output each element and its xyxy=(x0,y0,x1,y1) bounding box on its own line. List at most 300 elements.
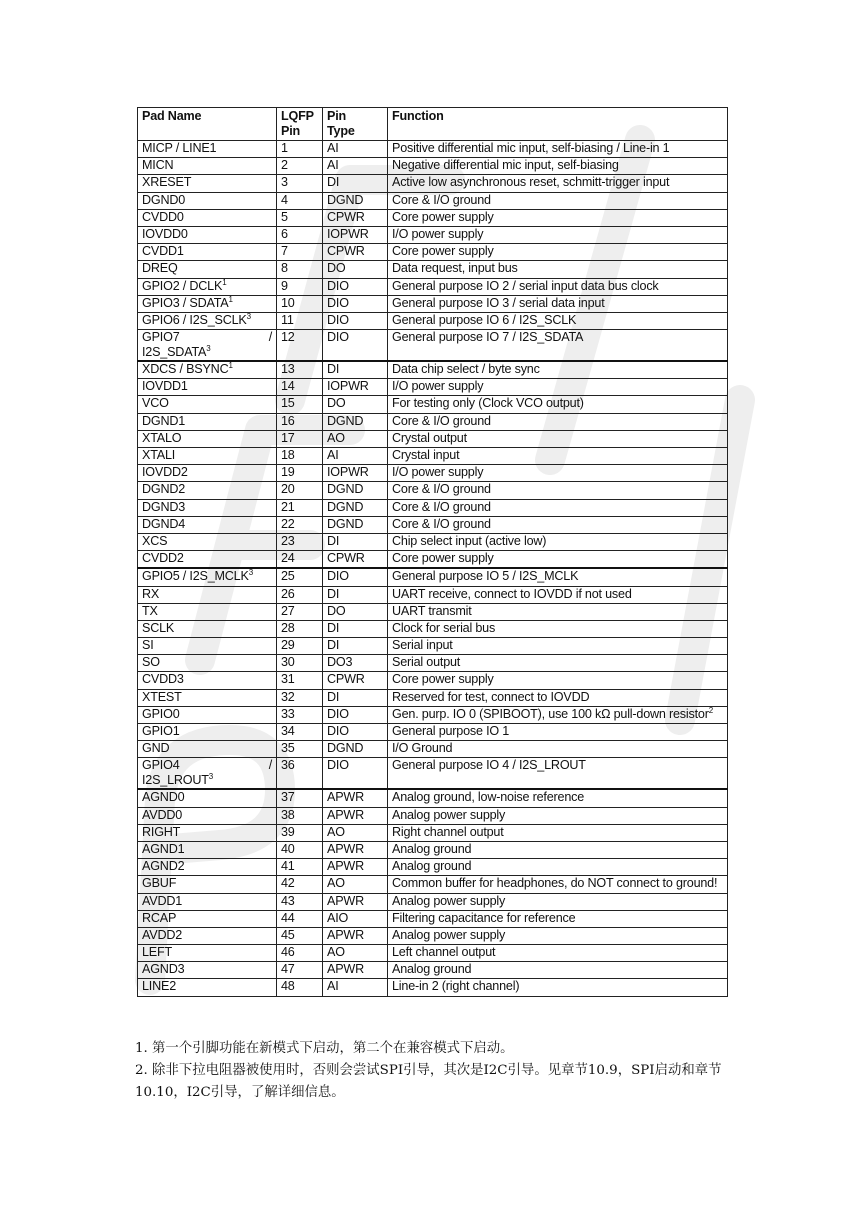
function-cell xyxy=(388,533,728,550)
pad-name-cell xyxy=(138,430,277,447)
table-row xyxy=(138,841,728,858)
pad-name-cell xyxy=(138,175,277,192)
pin-number-cell: 26 xyxy=(277,586,323,603)
function-text: Clock for serial bus xyxy=(392,620,496,635)
pin-number-cell: 40 xyxy=(277,841,323,858)
pad-name-cell xyxy=(138,141,277,158)
pad-name: AVDD1 xyxy=(142,893,183,908)
pin-type-cell: AI xyxy=(323,158,388,175)
pin-number-cell: 21 xyxy=(277,499,323,516)
function-cell xyxy=(388,824,728,841)
pin-type-cell: CPWR xyxy=(323,551,388,569)
table-row xyxy=(138,603,728,620)
function-cell xyxy=(388,758,728,790)
function-cell xyxy=(388,962,728,979)
table-row xyxy=(138,586,728,603)
function-cell xyxy=(388,586,728,603)
pad-name-cell xyxy=(138,893,277,910)
pin-number-cell: 32 xyxy=(277,689,323,706)
table-row xyxy=(138,499,728,516)
table-row xyxy=(138,706,728,723)
pin-number-cell: 18 xyxy=(277,448,323,465)
table-row xyxy=(138,620,728,637)
function-text: Analog ground xyxy=(392,962,472,977)
function-text: Crystal input xyxy=(392,448,460,462)
pad-name-cell xyxy=(138,209,277,226)
pin-type-cell: APWR xyxy=(323,962,388,979)
pad-name-cell xyxy=(138,568,277,586)
table-row xyxy=(138,689,728,706)
pin-number-cell: 44 xyxy=(277,910,323,927)
table-row xyxy=(138,876,728,893)
function-text: I/O power supply xyxy=(392,226,484,241)
function-cell xyxy=(388,859,728,876)
table-row xyxy=(138,141,728,158)
pad-name-cell xyxy=(138,533,277,550)
pad-name-cell xyxy=(138,465,277,482)
function-text: General purpose IO 1 xyxy=(392,724,510,738)
function-text: Analog ground xyxy=(392,859,472,874)
pad-name: AGND0 xyxy=(142,790,185,805)
table-row xyxy=(138,244,728,261)
function-text: General purpose IO 6 / I2S_SCLK xyxy=(392,312,577,327)
table-row xyxy=(138,807,728,824)
pad-name-cell xyxy=(138,741,277,758)
table-row xyxy=(138,655,728,672)
function-cell xyxy=(388,568,728,586)
function-text: Core power supply xyxy=(392,209,494,224)
pin-type-cell: DI xyxy=(323,361,388,379)
table-row xyxy=(138,396,728,413)
pad-name-cell xyxy=(138,672,277,689)
pad-name: GPIO3 / SDATA xyxy=(142,295,229,310)
function-text: UART receive, connect to IOVDD if not used xyxy=(392,586,632,601)
pad-name-cell xyxy=(138,620,277,637)
footnote-marker: 3 xyxy=(208,772,214,782)
function-cell xyxy=(388,789,728,807)
function-cell xyxy=(388,141,728,158)
table-row xyxy=(138,962,728,979)
function-cell xyxy=(388,158,728,175)
function-cell xyxy=(388,465,728,482)
pin-number-cell: 41 xyxy=(277,859,323,876)
pin-type-cell: CPWR xyxy=(323,209,388,226)
table-row xyxy=(138,551,728,569)
table-row xyxy=(138,893,728,910)
function-text: Analog ground xyxy=(392,841,472,856)
pin-type-cell: APWR xyxy=(323,859,388,876)
table-row xyxy=(138,789,728,807)
pad-name-cell xyxy=(138,379,277,396)
table-row xyxy=(138,175,728,192)
pad-name: XTALI xyxy=(142,448,176,462)
pin-type-cell: CPWR xyxy=(323,244,388,261)
pad-name-cell xyxy=(138,516,277,533)
pad-name-cell xyxy=(138,910,277,927)
pin-type-cell: APWR xyxy=(323,807,388,824)
function-text: General purpose IO 3 / serial data input xyxy=(392,295,605,310)
pad-name-cell xyxy=(138,551,277,569)
pin-type-cell: DIO xyxy=(323,330,388,362)
function-text: Active low asynchronous reset, schmitt-trigger input xyxy=(392,175,670,190)
pin-number-cell: 46 xyxy=(277,945,323,962)
pin-number-cell: 25 xyxy=(277,568,323,586)
pad-name-cell xyxy=(138,499,277,516)
pad-name: GPIO6 / I2S_SCLK xyxy=(142,312,247,327)
function-text: General purpose IO 5 / I2S_MCLK xyxy=(392,569,579,584)
function-text: Reserved for test, connect to IOVDD xyxy=(392,689,590,704)
function-text: Core & I/O ground xyxy=(392,482,491,497)
table-row xyxy=(138,158,728,175)
table-row xyxy=(138,413,728,430)
pad-name: AVDD0 xyxy=(142,807,183,822)
pad-name: CVDD3 xyxy=(142,672,184,687)
pin-type-cell: DO xyxy=(323,603,388,620)
function-text: Serial input xyxy=(392,638,453,653)
function-cell xyxy=(388,175,728,192)
pad-name-cell xyxy=(138,244,277,261)
function-cell xyxy=(388,312,728,329)
table-row xyxy=(138,945,728,962)
pin-number-cell: 47 xyxy=(277,962,323,979)
pad-name: XTALO xyxy=(142,430,182,445)
pad-name: MICP / LINE1 xyxy=(142,141,217,155)
pin-table xyxy=(137,107,728,997)
pad-name-cell xyxy=(138,859,277,876)
pad-name-cell xyxy=(138,689,277,706)
pin-type-cell: AO xyxy=(323,430,388,447)
function-text: I/O Ground xyxy=(392,741,453,756)
pin-type-cell: IOPWR xyxy=(323,379,388,396)
header-lqfp-pin: LQFP Pin xyxy=(277,108,323,141)
pin-type-cell: DI xyxy=(323,533,388,550)
pin-type-cell: AO xyxy=(323,824,388,841)
pin-type-cell: DO3 xyxy=(323,655,388,672)
pad-name-cell xyxy=(138,361,277,379)
table-row xyxy=(138,361,728,379)
pin-type-cell: DIO xyxy=(323,312,388,329)
pin-type-cell: DIO xyxy=(323,278,388,295)
pad-name: LINE2 xyxy=(142,979,177,994)
pin-number-cell: 16 xyxy=(277,413,323,430)
function-text: Core & I/O ground xyxy=(392,192,491,207)
pin-number-cell: 24 xyxy=(277,551,323,569)
table-row xyxy=(138,910,728,927)
pad-name: VCO xyxy=(142,396,169,411)
pin-number-cell: 10 xyxy=(277,295,323,312)
pad-name-cell xyxy=(138,655,277,672)
table-row xyxy=(138,312,728,329)
header-pad-name: Pad Name xyxy=(138,108,277,141)
pin-number-cell: 22 xyxy=(277,516,323,533)
table-row xyxy=(138,226,728,243)
table-row xyxy=(138,482,728,499)
pad-name-cell xyxy=(138,706,277,723)
table-row xyxy=(138,430,728,447)
function-cell xyxy=(388,278,728,295)
function-cell xyxy=(388,396,728,413)
pin-number-cell: 15 xyxy=(277,396,323,413)
pin-number-cell: 4 xyxy=(277,192,323,209)
header-pin-type: Pin Type xyxy=(323,108,388,141)
pin-number-cell: 23 xyxy=(277,533,323,550)
pin-number-cell: 35 xyxy=(277,741,323,758)
function-cell xyxy=(388,689,728,706)
pad-name-cell xyxy=(138,724,277,741)
function-text: Core power supply xyxy=(392,551,494,566)
table-row xyxy=(138,979,728,996)
pin-type-cell: APWR xyxy=(323,927,388,944)
footnote-marker: 1 xyxy=(228,294,233,304)
function-cell xyxy=(388,724,728,741)
pad-name: AVDD2 xyxy=(142,927,183,942)
function-cell xyxy=(388,979,728,996)
pin-type-cell: DGND xyxy=(323,413,388,430)
pad-name: CVDD0 xyxy=(142,209,184,224)
pin-number-cell: 13 xyxy=(277,361,323,379)
pin-number-cell: 28 xyxy=(277,620,323,637)
function-text: General purpose IO 7 / I2S_SDATA xyxy=(392,330,584,345)
pin-number-cell: 7 xyxy=(277,244,323,261)
pin-number-cell: 20 xyxy=(277,482,323,499)
footnote-2: 2. 除非下拉电阻器被使用时，否则会尝试SPI引导，其次是I2C引导。见章节10.9，SPI启动和章节10.10，I2C引导，了解详细信息。 xyxy=(135,1063,722,1100)
function-cell xyxy=(388,226,728,243)
table-row xyxy=(138,379,728,396)
pin-number-cell: 3 xyxy=(277,175,323,192)
function-cell xyxy=(388,192,728,209)
function-text: Chip select input (active low) xyxy=(392,533,547,548)
table-row xyxy=(138,638,728,655)
pin-type-cell: APWR xyxy=(323,893,388,910)
pad-name-cell xyxy=(138,295,277,312)
pin-type-cell: DGND xyxy=(323,192,388,209)
pad-name-cell xyxy=(138,261,277,278)
function-text: UART transmit xyxy=(392,603,472,618)
function-text: Right channel output xyxy=(392,824,504,839)
function-text: Core & I/O ground xyxy=(392,516,491,531)
pad-name: IOVDD0 xyxy=(142,226,188,241)
function-cell xyxy=(388,330,728,362)
pad-name: DGND3 xyxy=(142,499,186,514)
pad-name: DGND0 xyxy=(142,192,186,207)
pad-name: RCAP xyxy=(142,910,177,925)
table-row xyxy=(138,330,728,362)
function-text: Negative differential mic input, self-biasing xyxy=(392,158,619,173)
pad-name: LEFT xyxy=(142,945,172,960)
function-cell xyxy=(388,893,728,910)
pad-name: TX xyxy=(142,603,158,618)
table-row xyxy=(138,278,728,295)
function-cell xyxy=(388,516,728,533)
pad-name-separator: / xyxy=(268,758,272,773)
table-row xyxy=(138,824,728,841)
pad-name-cell xyxy=(138,807,277,824)
pad-name: DGND4 xyxy=(142,516,186,531)
function-text: Left channel output xyxy=(392,945,496,960)
pad-name-cell xyxy=(138,876,277,893)
table-row xyxy=(138,533,728,550)
pin-type-cell: DI xyxy=(323,638,388,655)
function-text: Core power supply xyxy=(392,672,494,687)
function-cell xyxy=(388,910,728,927)
table-row xyxy=(138,741,728,758)
pin-number-cell: 19 xyxy=(277,465,323,482)
pad-name-cell xyxy=(138,841,277,858)
pin-number-cell: 29 xyxy=(277,638,323,655)
footnote-marker: 1 xyxy=(228,360,233,370)
pin-number-cell: 27 xyxy=(277,603,323,620)
function-cell xyxy=(388,482,728,499)
table-header-row xyxy=(138,108,728,141)
function-cell xyxy=(388,945,728,962)
pin-number-cell: 17 xyxy=(277,430,323,447)
pad-name: XRESET xyxy=(142,175,192,190)
table-row xyxy=(138,724,728,741)
footnote-marker: 2 xyxy=(708,705,713,715)
pin-type-cell: APWR xyxy=(323,789,388,807)
pad-name: RX xyxy=(142,586,160,601)
pin-type-cell: DGND xyxy=(323,516,388,533)
footnote-marker: 3 xyxy=(246,311,251,321)
pin-number-cell: 30 xyxy=(277,655,323,672)
pad-name: RIGHT xyxy=(142,824,181,839)
pad-name: DREQ xyxy=(142,261,178,276)
pin-type-cell: CPWR xyxy=(323,672,388,689)
table-row xyxy=(138,465,728,482)
function-cell xyxy=(388,244,728,261)
pad-name-cell xyxy=(138,482,277,499)
function-text: Analog power supply xyxy=(392,807,506,822)
footnote-1: 1. 第一个引脚功能在新模式下启动，第二个在兼容模式下启动。 xyxy=(135,1041,514,1056)
pin-type-cell: DI xyxy=(323,689,388,706)
footnotes xyxy=(135,1038,735,1104)
table-row xyxy=(138,672,728,689)
function-cell xyxy=(388,876,728,893)
pin-type-cell: DIO xyxy=(323,706,388,723)
function-cell xyxy=(388,672,728,689)
function-cell xyxy=(388,655,728,672)
pin-type-cell: AI xyxy=(323,141,388,158)
pad-name: XDCS / BSYNC xyxy=(142,362,229,377)
pad-name: IOVDD1 xyxy=(142,379,188,394)
pad-name: SO xyxy=(142,655,160,670)
pin-type-cell: DO xyxy=(323,396,388,413)
table-row xyxy=(138,192,728,209)
pin-type-cell: DI xyxy=(323,175,388,192)
pin-number-cell: 34 xyxy=(277,724,323,741)
pin-number-cell: 2 xyxy=(277,158,323,175)
pad-name: AGND3 xyxy=(142,962,185,977)
pin-number-cell: 14 xyxy=(277,379,323,396)
pin-type-cell: DGND xyxy=(323,499,388,516)
pad-name: GPIO4 xyxy=(142,758,180,773)
pin-number-cell: 11 xyxy=(277,312,323,329)
pin-type-cell: AIO xyxy=(323,910,388,927)
function-cell xyxy=(388,448,728,465)
pin-number-cell: 31 xyxy=(277,672,323,689)
function-cell xyxy=(388,430,728,447)
pin-type-cell: APWR xyxy=(323,841,388,858)
function-text: Core & I/O ground xyxy=(392,413,491,428)
pad-name: XCS xyxy=(142,533,168,548)
function-text: Serial output xyxy=(392,655,461,670)
pad-name-cell xyxy=(138,586,277,603)
pad-name-cell xyxy=(138,603,277,620)
pad-name-cell xyxy=(138,758,277,790)
pin-type-cell: AI xyxy=(323,979,388,996)
pad-name-cell xyxy=(138,824,277,841)
table-row xyxy=(138,295,728,312)
function-cell xyxy=(388,295,728,312)
function-cell xyxy=(388,209,728,226)
pad-name: GPIO2 / DCLK xyxy=(142,278,223,293)
pin-number-cell: 36 xyxy=(277,758,323,790)
pin-number-cell: 5 xyxy=(277,209,323,226)
function-text: Analog power supply xyxy=(392,927,506,942)
function-text: Common buffer for headphones, do NOT connect to ground! xyxy=(392,876,718,891)
function-cell xyxy=(388,927,728,944)
pin-number-cell: 37 xyxy=(277,789,323,807)
function-text: I/O power supply xyxy=(392,379,484,394)
table-row xyxy=(138,209,728,226)
pin-type-cell: DIO xyxy=(323,724,388,741)
table-row xyxy=(138,516,728,533)
pad-name-line-2: I2S_SDATA xyxy=(142,345,207,360)
footnote-marker: 1 xyxy=(222,277,227,287)
function-cell xyxy=(388,361,728,379)
pin-number-cell: 38 xyxy=(277,807,323,824)
pad-name-cell xyxy=(138,927,277,944)
function-cell xyxy=(388,706,728,723)
function-text: Core & I/O ground xyxy=(392,499,491,514)
function-text: Positive differential mic input, self-biasing / Line-in 1 xyxy=(392,141,670,155)
pin-number-cell: 1 xyxy=(277,141,323,158)
function-text: Data request, input bus xyxy=(392,261,518,276)
pin-type-cell: IOPWR xyxy=(323,226,388,243)
function-text: Data chip select / byte sync xyxy=(392,362,540,377)
footnote-marker: 3 xyxy=(206,343,211,353)
pin-number-cell: 6 xyxy=(277,226,323,243)
pad-name: SI xyxy=(142,638,154,653)
pin-number-cell: 48 xyxy=(277,979,323,996)
pad-name: AGND1 xyxy=(142,841,185,856)
pin-type-cell: DIO xyxy=(323,758,388,790)
function-cell xyxy=(388,603,728,620)
function-text: I/O power supply xyxy=(392,465,484,480)
function-text: For testing only (Clock VCO output) xyxy=(392,396,584,411)
header-function: Function xyxy=(388,108,728,141)
pin-type-cell: DGND xyxy=(323,741,388,758)
function-text: Filtering capacitance for reference xyxy=(392,910,576,925)
table-row xyxy=(138,261,728,278)
pad-name: GND xyxy=(142,741,170,756)
table-row xyxy=(138,859,728,876)
pin-number-cell: 33 xyxy=(277,706,323,723)
pin-type-cell: DGND xyxy=(323,482,388,499)
pad-name: XTEST xyxy=(142,689,182,704)
pad-name-cell xyxy=(138,158,277,175)
table-row xyxy=(138,927,728,944)
pad-name: CVDD2 xyxy=(142,551,184,566)
function-cell xyxy=(388,620,728,637)
function-cell xyxy=(388,379,728,396)
function-cell xyxy=(388,741,728,758)
pad-name-cell xyxy=(138,448,277,465)
function-cell xyxy=(388,638,728,655)
pin-number-cell: 43 xyxy=(277,893,323,910)
pad-name: GPIO1 xyxy=(142,724,180,738)
function-text: Gen. purp. IO 0 (SPIBOOT), use 100 kΩ pull-down resistor xyxy=(392,706,709,721)
